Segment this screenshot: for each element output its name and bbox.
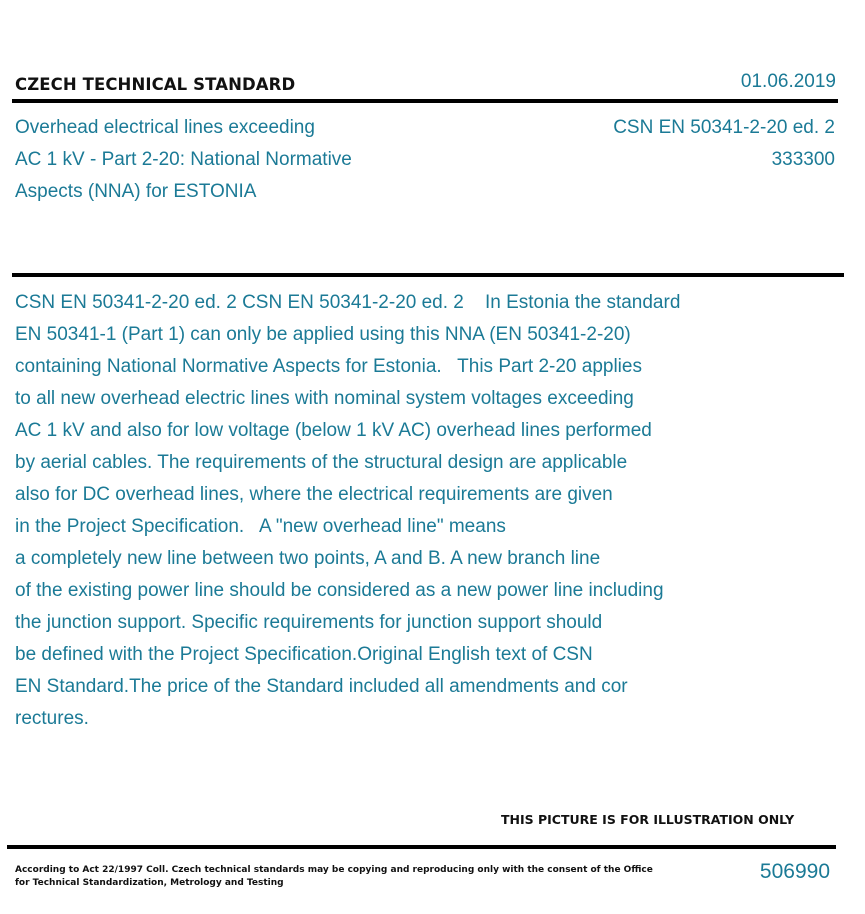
abstract-line: to all new overhead electric lines with nominal system voltages exceeding (15, 388, 634, 409)
document-title-line: Overhead electrical lines exceeding (15, 117, 315, 138)
class-number: 333300 (771, 149, 835, 170)
middle-divider (12, 273, 844, 277)
legal-notice-line: According to Act 22/1997 Coll. Czech technical standards may be copying and reproducing only with the consent of the Office (15, 865, 653, 875)
abstract-line: a completely new line between two points, A and B. A new branch line (15, 548, 601, 569)
abstract-text (15, 287, 815, 735)
abstract-line: in the Project Specification. A "new overhead line" means (15, 516, 506, 537)
abstract-line: containing National Normative Aspects for Estonia. This Part 2-20 applies (15, 356, 642, 377)
illustration-disclaimer: THIS PICTURE IS FOR ILLUSTRATION ONLY (501, 812, 795, 827)
document-title-line: Aspects (NNA) for ESTONIA (15, 181, 257, 202)
abstract-line: the junction support. Specific requirements for junction support should (15, 612, 603, 633)
legal-notice (15, 864, 653, 890)
standard-heading: CZECH TECHNICAL STANDARD (15, 75, 296, 94)
document-identifiers (613, 112, 835, 176)
abstract-line: rectures. (15, 708, 89, 729)
abstract-line: CSN EN 50341-2-20 ed. 2 CSN EN 50341-2-20 ed. 2 In Estonia the standard (15, 292, 681, 313)
bottom-divider (7, 845, 836, 849)
legal-notice-line: for Technical Standardization, Metrology and Testing (15, 878, 284, 888)
document-number: 506990 (759, 860, 830, 883)
document-title-line: AC 1 kV - Part 2-20: National Normative (15, 149, 352, 170)
abstract-line: by aerial cables. The requirements of the structural design are applicable (15, 452, 628, 473)
publication-date: 01.06.2019 (740, 71, 836, 92)
abstract-line: EN 50341-1 (Part 1) can only be applied using this NNA (EN 50341-2-20) (15, 324, 631, 345)
abstract-line: EN Standard.The price of the Standard included all amendments and cor (15, 676, 628, 697)
abstract-line: also for DC overhead lines, where the electrical requirements are given (15, 484, 613, 505)
top-divider (12, 99, 838, 103)
abstract-line: AC 1 kV and also for low voltage (below 1 kV AC) overhead lines performed (15, 420, 652, 441)
standard-id: CSN EN 50341-2-20 ed. 2 (613, 117, 835, 138)
abstract-line: be defined with the Project Specification.Original English text of CSN (15, 644, 593, 665)
document-title (15, 112, 435, 208)
abstract-line: of the existing power line should be considered as a new power line including (15, 580, 664, 601)
